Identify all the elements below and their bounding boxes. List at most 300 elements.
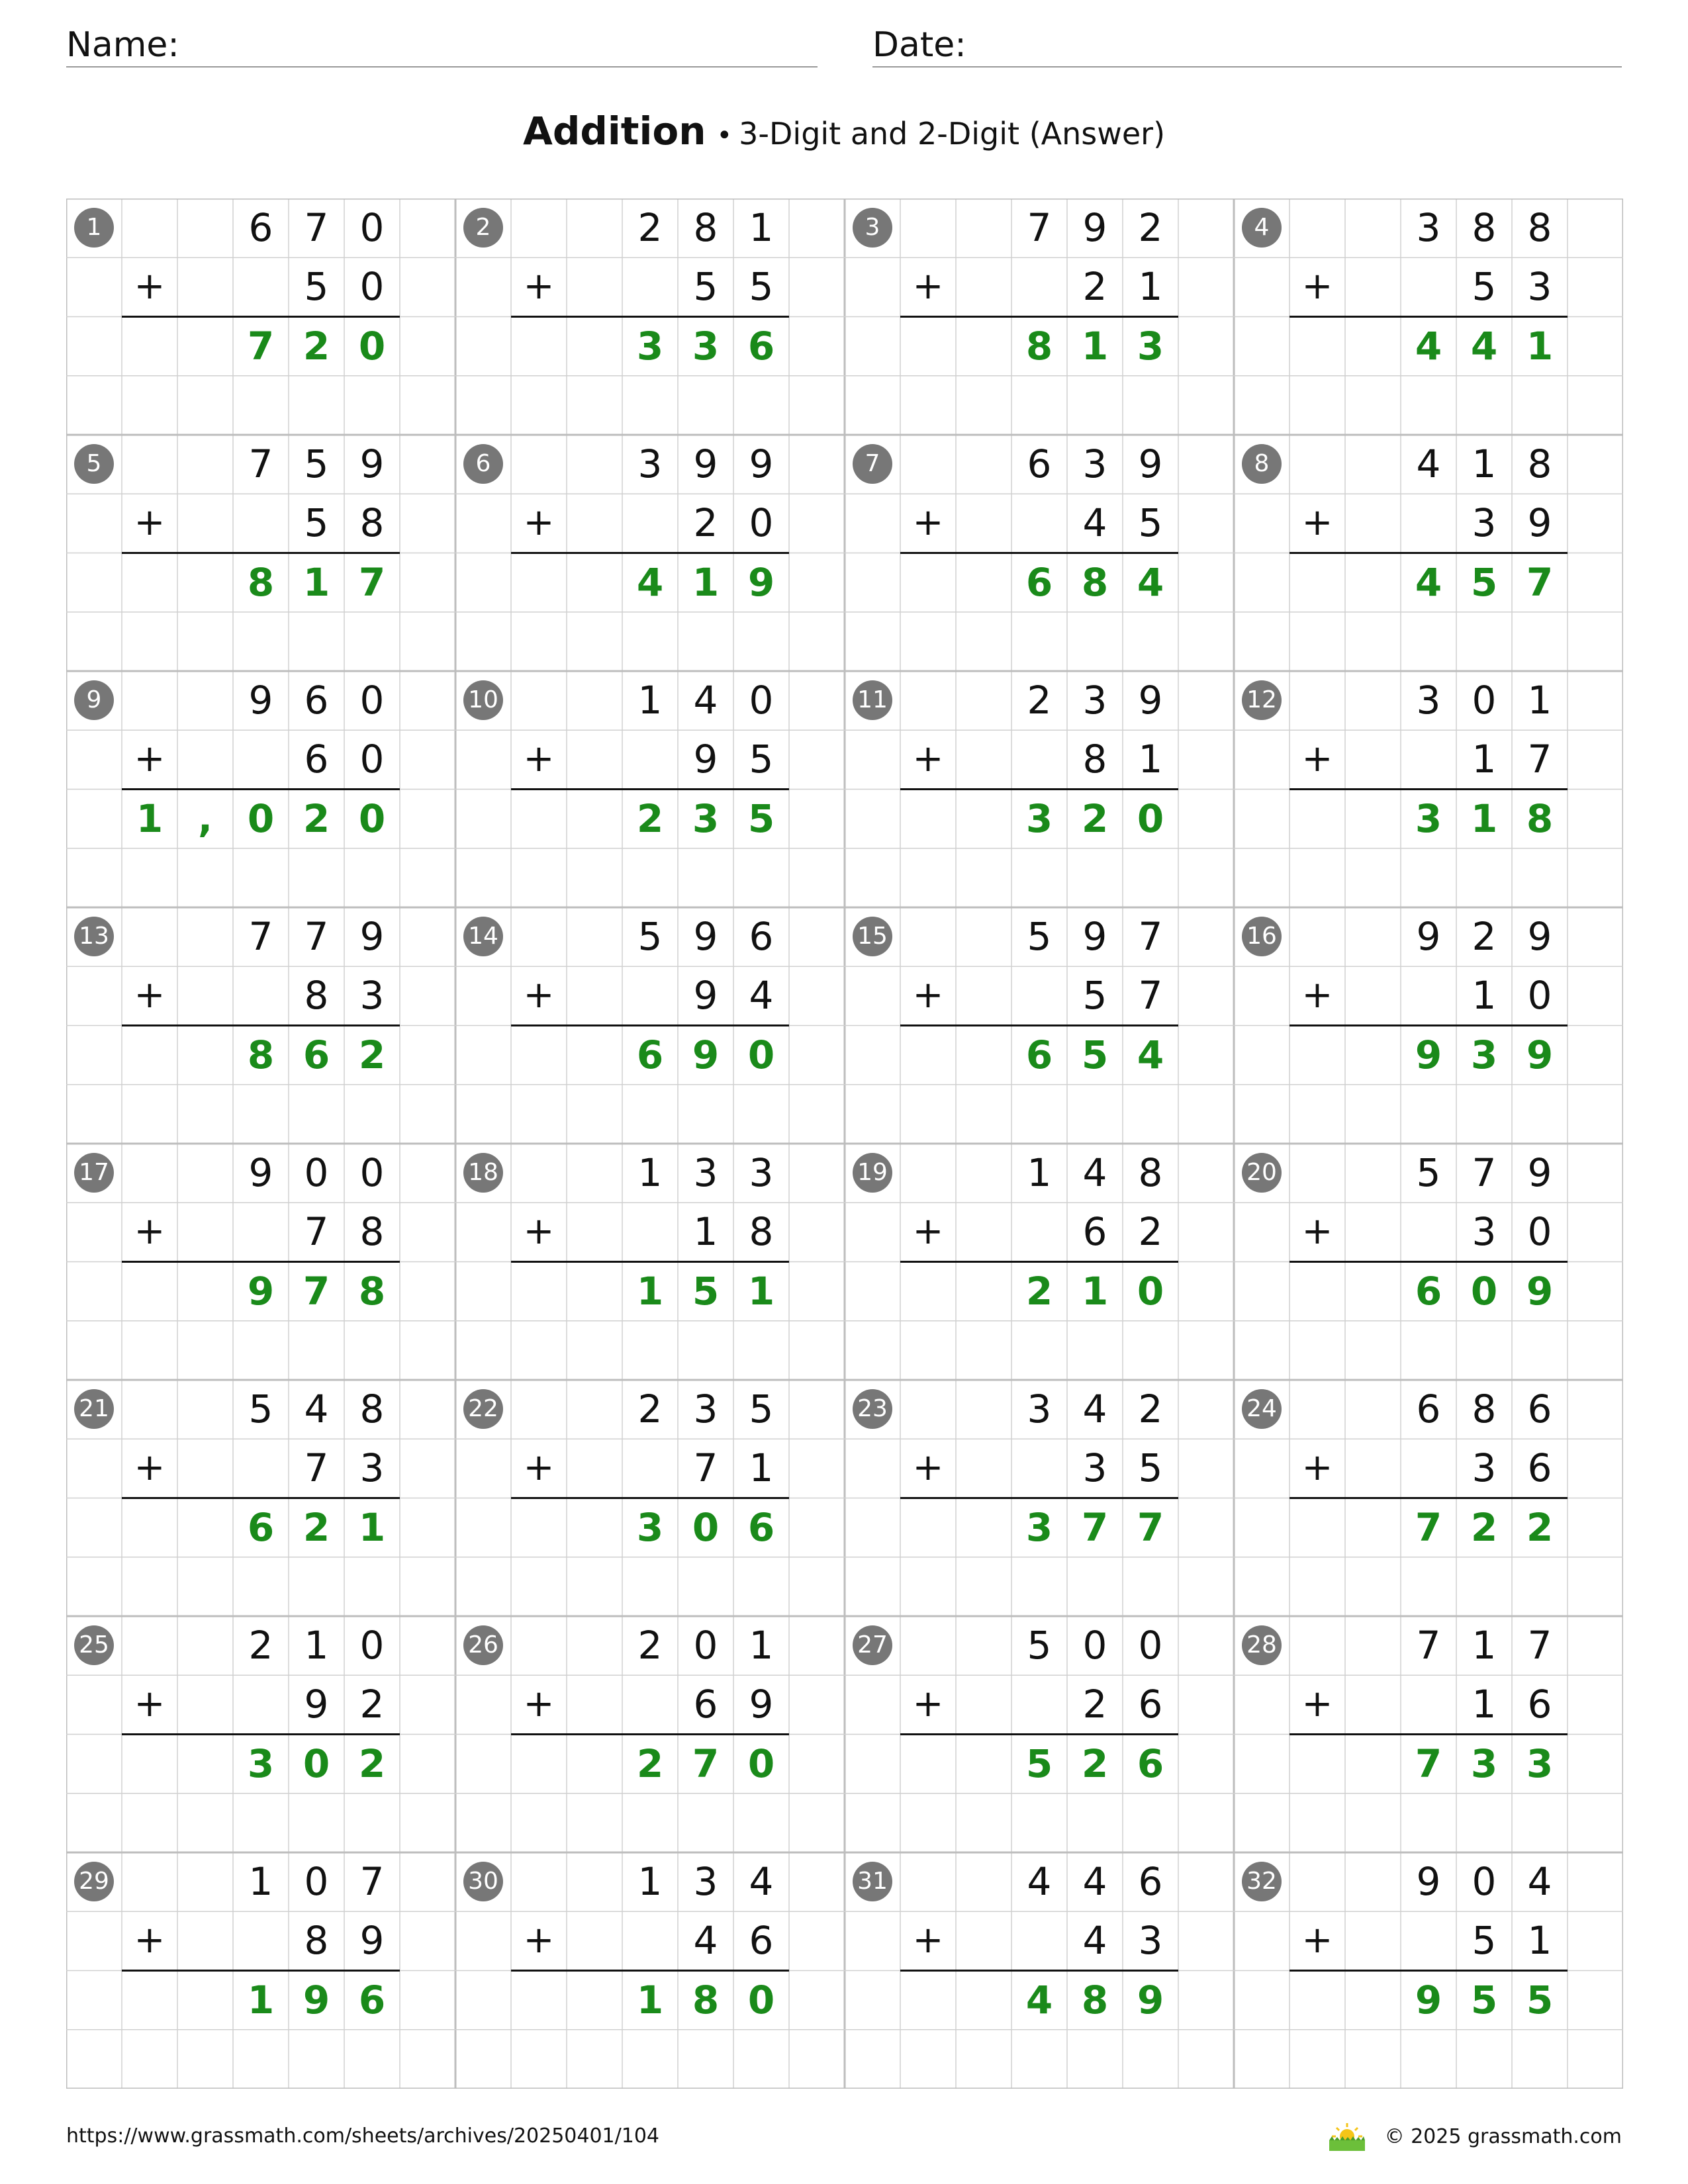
bottom-digit: 1 <box>1472 973 1497 1019</box>
plus-sign: + <box>912 737 944 781</box>
answer-digit: 0 <box>1137 1268 1164 1314</box>
top-digit: 9 <box>1082 914 1107 959</box>
bottom-digit: 4 <box>749 973 774 1019</box>
plus-sign: + <box>1301 737 1333 781</box>
problem-number-badge: 29 <box>74 1862 114 1901</box>
top-digit: 3 <box>693 1387 718 1432</box>
answer-digit: 5 <box>1470 559 1498 605</box>
plus-sign: + <box>523 501 555 545</box>
answer-digit: 1 <box>692 559 720 605</box>
problem-number-badge: 2 <box>463 208 503 248</box>
top-digit: 9 <box>1082 205 1107 250</box>
answer-digit: 5 <box>747 796 775 841</box>
top-digit: 1 <box>749 205 774 250</box>
top-digit: 4 <box>304 1387 329 1432</box>
answer-digit: 2 <box>636 796 664 841</box>
top-digit: 5 <box>304 441 329 486</box>
plus-sign: + <box>1301 501 1333 545</box>
footer-copyright: © 2025 grassmath.com <box>1384 2124 1622 2148</box>
top-digit: 2 <box>1138 1387 1163 1432</box>
top-digit: 7 <box>1472 1150 1497 1195</box>
top-digit: 0 <box>304 1859 329 1904</box>
top-digit: 2 <box>1138 205 1163 250</box>
bottom-digit: 3 <box>1138 1918 1163 1964</box>
top-digit: 9 <box>693 441 718 486</box>
answer-digit: 1 <box>636 1977 664 2023</box>
problem-number-badge: 10 <box>463 680 503 720</box>
answer-digit: 7 <box>692 1741 720 1786</box>
answer-digit: 1 <box>1081 1268 1109 1314</box>
top-digit: 0 <box>359 678 385 723</box>
problem-number-badge: 1 <box>74 208 114 248</box>
bottom-digit: 6 <box>693 1682 718 1727</box>
answer-digit: 5 <box>1081 1032 1109 1077</box>
bottom-digit: 9 <box>693 737 718 782</box>
answer-digit: 3 <box>1415 796 1442 841</box>
problem-grid <box>66 199 1623 2089</box>
top-digit: 9 <box>1527 914 1552 959</box>
problem-number-badge: 27 <box>853 1625 892 1665</box>
bottom-digit: 5 <box>304 264 329 310</box>
top-digit: 5 <box>248 1387 273 1432</box>
top-digit: 7 <box>304 205 329 250</box>
top-digit: 2 <box>1472 914 1497 959</box>
answer-digit: 1 <box>247 1977 275 2023</box>
answer-digit: 1 <box>358 1504 386 1550</box>
answer-digit: 3 <box>1137 323 1164 369</box>
bottom-digit: 1 <box>1138 264 1163 310</box>
answer-digit: 0 <box>692 1504 720 1550</box>
answer-digit: 5 <box>1025 1741 1053 1786</box>
top-digit: 9 <box>1416 914 1441 959</box>
problem-number-badge: 13 <box>74 917 114 956</box>
top-digit: 9 <box>359 441 385 486</box>
bottom-digit: 4 <box>693 1918 718 1964</box>
top-digit: 1 <box>248 1859 273 1904</box>
bottom-digit: 8 <box>359 500 385 546</box>
bottom-digit: 9 <box>693 973 718 1019</box>
answer-digit: 2 <box>1470 1504 1498 1550</box>
answer-digit: 4 <box>1415 559 1442 605</box>
problem-number-badge: 24 <box>1242 1389 1282 1429</box>
answer-digit: 3 <box>1470 1032 1498 1077</box>
answer-digit: 6 <box>1415 1268 1442 1314</box>
bottom-digit: 5 <box>693 264 718 310</box>
answer-digit: 0 <box>747 1977 775 2023</box>
answer-digit: 6 <box>1137 1741 1164 1786</box>
plus-sign: + <box>523 1682 555 1726</box>
bottom-digit: 5 <box>304 500 329 546</box>
answer-digit: , <box>197 796 213 841</box>
answer-digit: 0 <box>747 1032 775 1077</box>
bottom-digit: 8 <box>359 1209 385 1255</box>
bottom-digit: 5 <box>1138 1445 1163 1491</box>
answer-digit: 6 <box>1025 1032 1053 1077</box>
bottom-digit: 5 <box>749 737 774 782</box>
bottom-digit: 7 <box>1527 737 1552 782</box>
top-digit: 7 <box>1527 1623 1552 1668</box>
plus-sign: + <box>912 974 944 1017</box>
title-subtitle: 3-Digit and 2-Digit (Answer) <box>739 116 1166 152</box>
plus-sign: + <box>523 1919 555 1962</box>
answer-digit: 6 <box>747 323 775 369</box>
answer-digit: 2 <box>303 796 330 841</box>
title-main: Addition <box>522 109 706 154</box>
answer-digit: 7 <box>1081 1504 1109 1550</box>
plus-sign: + <box>523 1210 555 1253</box>
answer-digit: 0 <box>247 796 275 841</box>
footer-branding <box>1325 2120 1622 2152</box>
answer-digit: 3 <box>692 323 720 369</box>
bottom-digit: 6 <box>1082 1209 1107 1255</box>
answer-digit: 3 <box>636 1504 664 1550</box>
top-digit: 8 <box>359 1387 385 1432</box>
answer-digit: 9 <box>1137 1977 1164 2023</box>
top-digit: 4 <box>749 1859 774 1904</box>
top-digit: 0 <box>359 205 385 250</box>
plus-sign: + <box>134 1919 165 1962</box>
bottom-digit: 2 <box>1082 264 1107 310</box>
answer-digit: 7 <box>1415 1504 1442 1550</box>
top-digit: 7 <box>359 1859 385 1904</box>
top-digit: 3 <box>1027 1387 1052 1432</box>
problem-number-badge: 23 <box>853 1389 892 1429</box>
footer <box>66 2118 1622 2158</box>
top-digit: 8 <box>1527 205 1552 250</box>
top-digit: 2 <box>637 1387 663 1432</box>
answer-digit: 3 <box>1025 796 1053 841</box>
top-digit: 1 <box>637 1859 663 1904</box>
answer-digit: 6 <box>247 1504 275 1550</box>
top-digit: 2 <box>637 1623 663 1668</box>
answer-digit: 5 <box>692 1268 720 1314</box>
plus-sign: + <box>912 1919 944 1962</box>
top-digit: 1 <box>749 1623 774 1668</box>
bottom-digit: 3 <box>1527 264 1552 310</box>
problem-number-badge: 18 <box>463 1153 503 1193</box>
problem-number-badge: 32 <box>1242 1862 1282 1901</box>
top-digit: 0 <box>1472 678 1497 723</box>
plus-sign: + <box>134 1210 165 1253</box>
top-digit: 5 <box>749 1387 774 1432</box>
top-digit: 2 <box>637 205 663 250</box>
top-digit: 6 <box>749 914 774 959</box>
answer-digit: 3 <box>692 796 720 841</box>
answer-digit: 2 <box>303 1504 330 1550</box>
answer-digit: 7 <box>247 323 275 369</box>
answer-digit: 4 <box>1025 1977 1053 2023</box>
answer-digit: 3 <box>636 323 664 369</box>
top-digit: 3 <box>637 441 663 486</box>
problem-number-badge: 20 <box>1242 1153 1282 1193</box>
answer-digit: 9 <box>747 559 775 605</box>
top-digit: 6 <box>1027 441 1052 486</box>
bottom-digit: 2 <box>359 1682 385 1727</box>
top-digit: 1 <box>1027 1150 1052 1195</box>
answer-digit: 6 <box>636 1032 664 1077</box>
bottom-digit: 9 <box>749 1682 774 1727</box>
bottom-digit: 1 <box>749 1445 774 1491</box>
answer-digit: 0 <box>358 796 386 841</box>
problem-number-badge: 6 <box>463 444 503 484</box>
bottom-digit: 0 <box>359 264 385 310</box>
answer-digit: 6 <box>358 1977 386 2023</box>
bottom-digit: 9 <box>1527 500 1552 546</box>
answer-digit: 6 <box>303 1032 330 1077</box>
top-digit: 9 <box>359 914 385 959</box>
problem-number-badge: 3 <box>853 208 892 248</box>
plus-sign: + <box>912 1210 944 1253</box>
top-digit: 0 <box>1138 1623 1163 1668</box>
bottom-digit: 5 <box>1472 1918 1497 1964</box>
top-digit: 9 <box>1138 678 1163 723</box>
top-digit: 1 <box>1527 678 1552 723</box>
bottom-digit: 5 <box>1082 973 1107 1019</box>
answer-digit: 5 <box>1526 1977 1554 2023</box>
bottom-digit: 6 <box>749 1918 774 1964</box>
answer-digit: 4 <box>636 559 664 605</box>
bottom-digit: 1 <box>1472 737 1497 782</box>
answer-digit: 2 <box>1526 1504 1554 1550</box>
top-digit: 4 <box>1527 1859 1552 1904</box>
answer-digit: 8 <box>247 1032 275 1077</box>
answer-digit: 1 <box>1526 323 1554 369</box>
answer-digit: 4 <box>1137 1032 1164 1077</box>
top-digit: 2 <box>248 1623 273 1668</box>
top-digit: 1 <box>637 678 663 723</box>
problem-number-badge: 21 <box>74 1389 114 1429</box>
answer-digit: 2 <box>358 1032 386 1077</box>
top-digit: 9 <box>1138 441 1163 486</box>
problem-number-badge: 26 <box>463 1625 503 1665</box>
top-digit: 9 <box>248 678 273 723</box>
footer-url[interactable]: https://www.grassmath.com/sheets/archives/20250401/104 <box>66 2124 660 2148</box>
answer-digit: 5 <box>1470 1977 1498 2023</box>
top-digit: 1 <box>1472 441 1497 486</box>
top-digit: 9 <box>693 914 718 959</box>
answer-digit: 1 <box>303 559 330 605</box>
top-digit: 9 <box>248 1150 273 1195</box>
answer-digit: 8 <box>1025 323 1053 369</box>
top-digit: 0 <box>1082 1623 1107 1668</box>
header-fields <box>66 26 1622 73</box>
answer-digit: 7 <box>1415 1741 1442 1786</box>
answer-digit: 2 <box>1081 796 1109 841</box>
grass-sun-icon <box>1325 2120 1369 2152</box>
answer-digit: 4 <box>1415 323 1442 369</box>
problem-number-badge: 12 <box>1242 680 1282 720</box>
answer-digit: 1 <box>636 1268 664 1314</box>
top-digit: 4 <box>1027 1859 1052 1904</box>
bottom-digit: 2 <box>1138 1209 1163 1255</box>
answer-digit: 0 <box>1137 796 1164 841</box>
problem-number-badge: 19 <box>853 1153 892 1193</box>
answer-digit: 9 <box>1415 1977 1442 2023</box>
top-digit: 0 <box>693 1623 718 1668</box>
bottom-digit: 0 <box>1527 1209 1552 1255</box>
top-digit: 3 <box>1082 678 1107 723</box>
plus-sign: + <box>1301 1446 1333 1490</box>
plus-sign: + <box>1301 265 1333 308</box>
bottom-digit: 1 <box>1472 1682 1497 1727</box>
top-digit: 4 <box>1082 1150 1107 1195</box>
problem-number-badge: 30 <box>463 1862 503 1901</box>
answer-digit: 3 <box>1470 1741 1498 1786</box>
date-field[interactable] <box>872 26 1622 68</box>
top-digit: 1 <box>1472 1623 1497 1668</box>
top-digit: 9 <box>1416 1859 1441 1904</box>
answer-digit: 1 <box>136 796 164 841</box>
name-field[interactable] <box>66 26 818 68</box>
top-digit: 9 <box>749 441 774 486</box>
plus-sign: + <box>912 1682 944 1726</box>
top-digit: 8 <box>1472 205 1497 250</box>
bottom-digit: 3 <box>1472 500 1497 546</box>
bottom-digit: 3 <box>359 973 385 1019</box>
bottom-digit: 7 <box>1138 973 1163 1019</box>
answer-digit: 6 <box>1025 559 1053 605</box>
plus-sign: + <box>1301 1210 1333 1253</box>
top-digit: 0 <box>359 1150 385 1195</box>
title-bullet: • <box>716 120 733 151</box>
top-digit: 8 <box>1527 441 1552 486</box>
answer-digit: 9 <box>1526 1268 1554 1314</box>
bottom-digit: 2 <box>693 500 718 546</box>
problem-number-badge: 8 <box>1242 444 1282 484</box>
plus-sign: + <box>523 1446 555 1490</box>
top-digit: 1 <box>637 1150 663 1195</box>
top-digit: 5 <box>1416 1150 1441 1195</box>
top-digit: 4 <box>1082 1387 1107 1432</box>
plus-sign: + <box>134 974 165 1017</box>
problem-number-badge: 25 <box>74 1625 114 1665</box>
answer-digit: 8 <box>1526 796 1554 841</box>
plus-sign: + <box>523 265 555 308</box>
top-digit: 3 <box>1082 441 1107 486</box>
top-digit: 3 <box>693 1150 718 1195</box>
top-digit: 7 <box>248 441 273 486</box>
problem-number-badge: 7 <box>853 444 892 484</box>
bottom-digit: 4 <box>1082 500 1107 546</box>
bottom-digit: 7 <box>304 1445 329 1491</box>
answer-digit: 7 <box>1137 1504 1164 1550</box>
top-digit: 7 <box>1027 205 1052 250</box>
problem-number-badge: 11 <box>853 680 892 720</box>
problem-number-badge: 4 <box>1242 208 1282 248</box>
plus-sign: + <box>1301 974 1333 1017</box>
top-digit: 3 <box>693 1859 718 1904</box>
top-digit: 6 <box>1527 1387 1552 1432</box>
bottom-digit: 6 <box>304 737 329 782</box>
top-digit: 9 <box>1527 1150 1552 1195</box>
answer-digit: 2 <box>1025 1268 1053 1314</box>
plus-sign: + <box>523 974 555 1017</box>
top-digit: 8 <box>1472 1387 1497 1432</box>
bottom-digit: 1 <box>1138 737 1163 782</box>
plus-sign: + <box>1301 1682 1333 1726</box>
answer-digit: 1 <box>1470 796 1498 841</box>
worksheet-title <box>0 105 1688 167</box>
top-digit: 1 <box>304 1623 329 1668</box>
top-digit: 7 <box>1138 914 1163 959</box>
top-digit: 8 <box>1138 1150 1163 1195</box>
answer-digit: 9 <box>692 1032 720 1077</box>
top-digit: 3 <box>1416 678 1441 723</box>
answer-digit: 2 <box>636 1741 664 1786</box>
answer-digit: 9 <box>1415 1032 1442 1077</box>
bottom-digit: 5 <box>749 264 774 310</box>
bottom-digit: 1 <box>693 1209 718 1255</box>
bottom-digit: 8 <box>304 973 329 1019</box>
bottom-digit: 1 <box>1527 1918 1552 1964</box>
top-digit: 4 <box>1082 1859 1107 1904</box>
answer-digit: 6 <box>747 1504 775 1550</box>
top-digit: 0 <box>359 1623 385 1668</box>
top-digit: 0 <box>749 678 774 723</box>
plus-sign: + <box>134 501 165 545</box>
top-digit: 6 <box>1416 1387 1441 1432</box>
answer-digit: 2 <box>358 1741 386 1786</box>
answer-digit: 0 <box>358 323 386 369</box>
top-digit: 7 <box>248 914 273 959</box>
top-digit: 7 <box>1416 1623 1441 1668</box>
top-digit: 5 <box>1027 914 1052 959</box>
bottom-digit: 3 <box>1472 1445 1497 1491</box>
top-digit: 5 <box>637 914 663 959</box>
top-digit: 6 <box>248 205 273 250</box>
answer-digit: 9 <box>1526 1032 1554 1077</box>
plus-sign: + <box>134 265 165 308</box>
answer-digit: 0 <box>747 1741 775 1786</box>
plus-sign: + <box>912 265 944 308</box>
plus-sign: + <box>523 737 555 781</box>
bottom-digit: 8 <box>1082 737 1107 782</box>
bottom-digit: 8 <box>749 1209 774 1255</box>
answer-digit: 1 <box>747 1268 775 1314</box>
problem-number-badge: 9 <box>74 680 114 720</box>
answer-digit: 3 <box>247 1741 275 1786</box>
bottom-digit: 6 <box>1527 1445 1552 1491</box>
problem-number-badge: 16 <box>1242 917 1282 956</box>
answer-digit: 8 <box>692 1977 720 2023</box>
top-digit: 7 <box>304 914 329 959</box>
bottom-digit: 3 <box>1472 1209 1497 1255</box>
bottom-digit: 0 <box>749 500 774 546</box>
name-label: Name: <box>66 25 179 65</box>
answer-digit: 4 <box>1137 559 1164 605</box>
date-label: Date: <box>872 25 966 65</box>
plus-sign: + <box>912 1446 944 1490</box>
bottom-digit: 9 <box>304 1682 329 1727</box>
bottom-digit: 5 <box>1138 500 1163 546</box>
top-digit: 3 <box>749 1150 774 1195</box>
problem-number-badge: 14 <box>463 917 503 956</box>
answer-digit: 9 <box>247 1268 275 1314</box>
answer-digit: 2 <box>303 323 330 369</box>
problem-number-badge: 31 <box>853 1862 892 1901</box>
answer-digit: 8 <box>1081 1977 1109 2023</box>
top-digit: 5 <box>1027 1623 1052 1668</box>
plus-sign: + <box>134 1446 165 1490</box>
answer-digit: 1 <box>1081 323 1109 369</box>
bottom-digit: 2 <box>1082 1682 1107 1727</box>
answer-digit: 8 <box>358 1268 386 1314</box>
plus-sign: + <box>912 501 944 545</box>
bottom-digit: 6 <box>1527 1682 1552 1727</box>
plus-sign: + <box>134 737 165 781</box>
bottom-digit: 7 <box>304 1209 329 1255</box>
bottom-digit: 9 <box>359 1918 385 1964</box>
